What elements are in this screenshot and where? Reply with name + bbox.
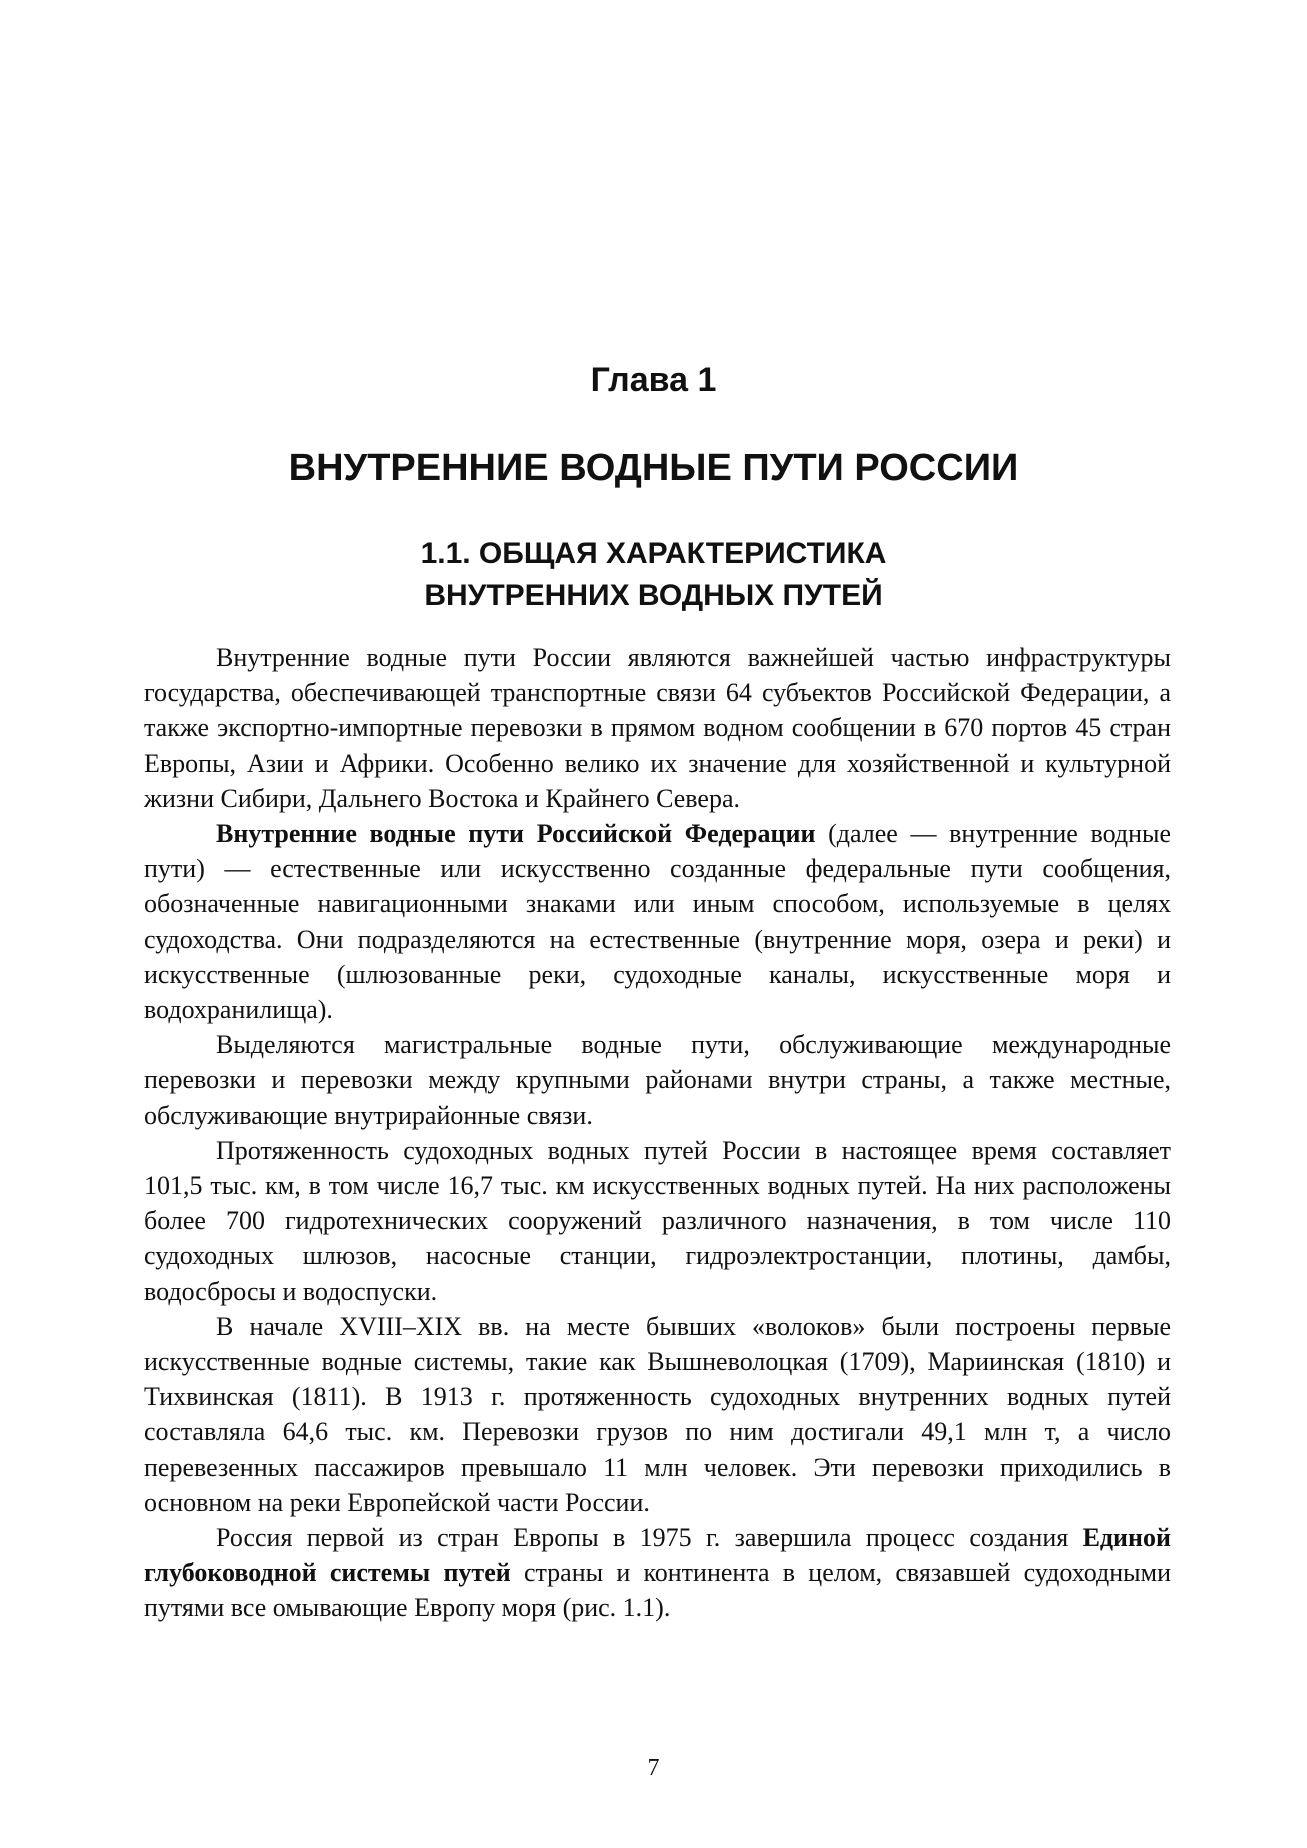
page-number: 7 (647, 1755, 660, 1781)
paragraph-5: В начале XVIII–XIX вв. на месте бывших «волоков» были построены первые искусственные водные системы, такие как Вышневолоцкая (1709), Мариинская (1810) и Тихвинская (1811). В 1913 г. протяженность судоходных внутренних водных путей составляла 64,6 тыс. км. Перевозки грузов по ним достигали 49,1 млн т, а число перевезенных пассажиров превышало 11 млн человек. Эти перевозки приходились в основном на реки Европейской части России. (144, 1311, 1171, 1517)
section-title-line-1: 1.1. ОБЩАЯ ХАРАКТЕРИСТИКА (420, 537, 887, 570)
body-text (144, 640, 1171, 1626)
section-title-line-2: ВНУТРЕННИХ ВОДНЫХ ПУТЕЙ (424, 579, 883, 612)
paragraph-2 (144, 816, 1171, 1027)
paragraph-3: Выделяются магистральные водные пути, обслуживающие международные перевозки и перевозки между крупными районами внутри страны, а также местные, обслуживающие внутрирайонные связи. (144, 1030, 1171, 1130)
paragraph-1: Внутренние водные пути России являются важнейшей частью инфраструктуры государства, обеспечивающей транспортные связи 64 субъектов Российской Федерации, а также экспортно-импортные перевозки в прямом водном сообщении в 670 портов 45 стран Европы, Азии и Африки. Особенно велико их значение для хозяйственной и культурной жизни Сибири, Дальнего Востока и Крайнего Севера. (144, 643, 1171, 813)
paragraph-6-term: Единой глубоководной системы путей (144, 1523, 1171, 1588)
section-title (0, 533, 1307, 617)
paragraph-4: Протяженность судоходных водных путей России в настоящее время составляет 101,5 тыс. км, в том числе 16,7 тыс. км искусственных водных путей. На них расположены более 700 гидротехнических сооружений различного назначения, в том числе 110 судоходных шлюзов, насосные станции, гидроэлектростанции, плотины, дамбы, водосбросы и водоспуски. (144, 1135, 1171, 1306)
paragraph-6 (144, 1520, 1171, 1626)
paragraph-6-start: Россия первой из стран Европы в 1975 г. завершила процесс создания (216, 1523, 1083, 1553)
paragraph-6-end: страны и континента в целом, связавшей судоходными путями все омывающие Европу моря (рис. 1.1). (144, 1558, 1171, 1623)
chapter-label: Глава 1 (590, 361, 717, 399)
paragraph-2-text: (далее — внутренние водные пути) — естественные или искусственно созданные федеральные пути сообщения, обозначенные навигационными знаками или иным способом, используемые в целях судоходства. Они подразделяются на естественные (внутренние моря, озера и реки) и искусственные (шлюзованные реки, судоходные каналы, искусственные моря и водохранилища). (144, 819, 1171, 1025)
paragraph-2-term: Внутренние водные пути Российской Федерации (216, 819, 816, 849)
chapter-title: ВНУТРЕННИЕ ВОДНЫЕ ПУТИ РОССИИ (288, 447, 1019, 489)
